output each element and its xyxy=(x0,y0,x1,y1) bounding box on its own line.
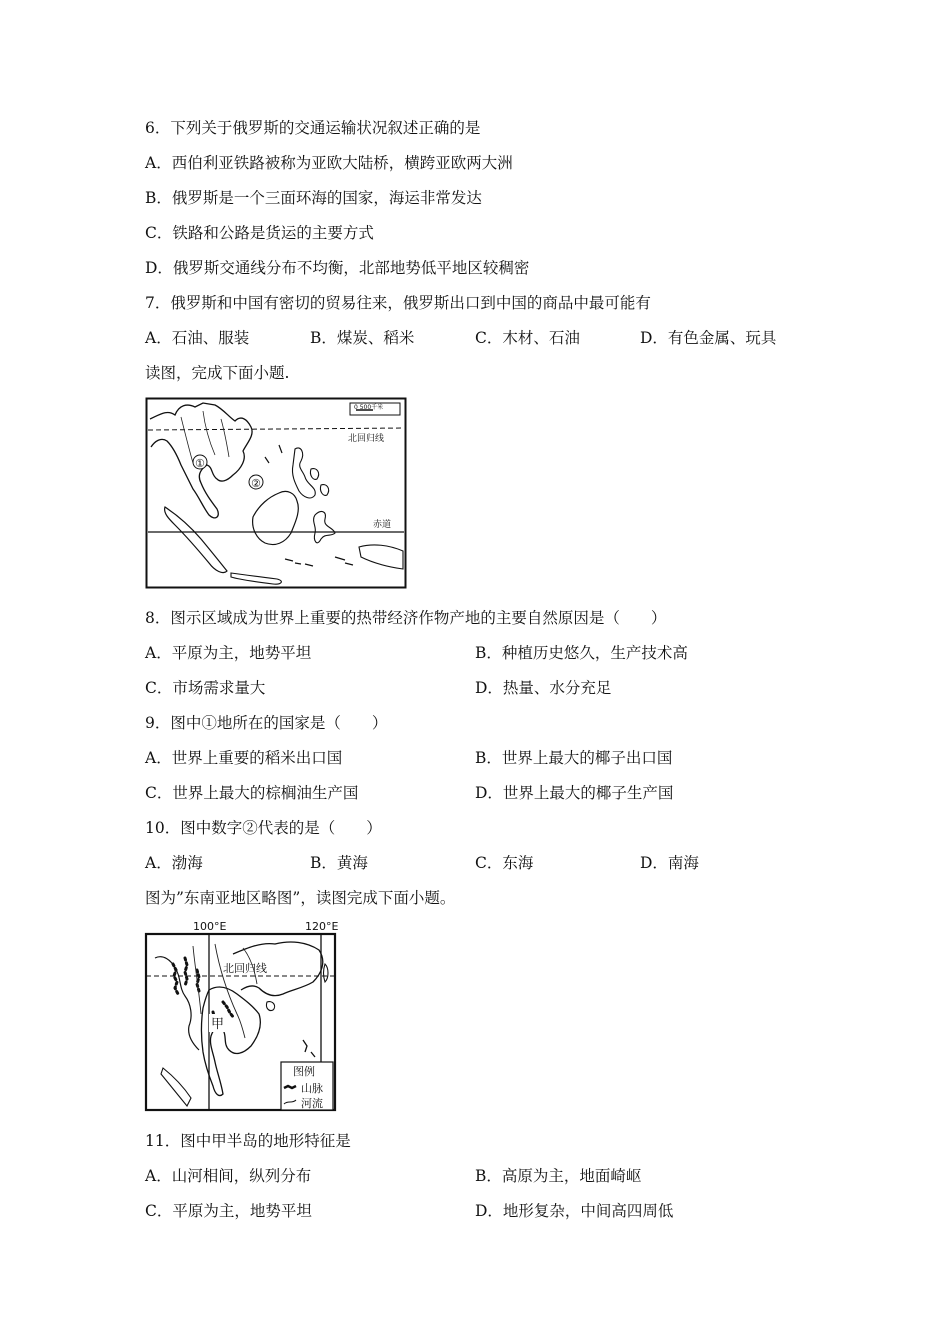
q10-option-c: C．东海 xyxy=(475,854,534,872)
map2-lon-100e: 100°E xyxy=(193,920,227,933)
q11-option-c: C．平原为主，地势平坦 xyxy=(145,1202,312,1220)
q6-option-a: A．西伯利亚铁路被称为亚欧大陆桥，横跨亚欧两大洲 xyxy=(145,154,513,172)
q9-option-c: C．世界上最大的棕榈油生产国 xyxy=(145,784,359,802)
q7-option-a: A．石油、服装 xyxy=(145,329,250,347)
map1-equator-label: 赤道 xyxy=(373,520,392,530)
q11-option-a: A．山河相间，纵列分布 xyxy=(145,1167,312,1185)
map1-tropic-label: 北回归线 xyxy=(348,434,385,444)
map2-lon-120e: 120°E xyxy=(305,920,339,933)
q9-option-b: B．世界上最大的椰子出口国 xyxy=(475,749,673,767)
map1-marker-1: ① xyxy=(195,457,205,470)
q10-option-b: B．黄海 xyxy=(310,854,368,872)
q8-stem: 8．图示区域成为世界上重要的热带经济作物产地的主要自然原因是（ ） xyxy=(145,609,667,627)
q8-option-a: A．平原为主，地势平坦 xyxy=(145,644,312,662)
q9-option-a: A．世界上重要的稻米出口国 xyxy=(145,749,343,767)
q6-option-c: C．铁路和公路是货运的主要方式 xyxy=(145,224,374,242)
q10-option-d: D．南海 xyxy=(640,854,699,872)
intro-read-map-2: 图为”东南亚地区略图”，读图完成下面小题。 xyxy=(145,889,456,907)
q9-option-d: D．世界上最大的椰子生产国 xyxy=(475,784,674,802)
southeast-asia-map-1 xyxy=(145,397,407,589)
q11-stem: 11．图中甲半岛的地形特征是 xyxy=(145,1132,351,1150)
q9-stem: 9．图中①地所在的国家是（ ） xyxy=(145,714,388,732)
q8-option-b: B．种植历史悠久，生产技术高 xyxy=(475,644,688,662)
map1-scale-label: 0 500千米 xyxy=(354,404,384,411)
map2-tropic-label: 北回归线 xyxy=(223,962,267,975)
map2-jia-label: 甲 xyxy=(211,1017,225,1032)
map2-legend-river: 河流 xyxy=(301,1097,323,1110)
q10-stem: 10．图中数字②代表的是（ ） xyxy=(145,819,382,837)
q8-option-d: D．热量、水分充足 xyxy=(475,679,612,697)
q10-option-a: A．渤海 xyxy=(145,854,203,872)
southeast-asia-map-2 xyxy=(143,918,343,1114)
q11-option-d: D．地形复杂，中间高四周低 xyxy=(475,1202,674,1220)
map2-legend-mountain-icon xyxy=(284,1086,296,1088)
q7-option-b: B．煤炭、稻米 xyxy=(310,329,415,347)
q6-option-d: D．俄罗斯交通线分布不均衡，北部地势低平地区较稠密 xyxy=(145,259,530,277)
q6-option-b: B．俄罗斯是一个三面环海的国家，海运非常发达 xyxy=(145,189,482,207)
q7-option-c: C．木材、石油 xyxy=(475,329,580,347)
q11-option-b: B．高原为主，地面崎岖 xyxy=(475,1167,642,1185)
q8-option-c: C．市场需求量大 xyxy=(145,679,266,697)
q7-stem: 7．俄罗斯和中国有密切的贸易往来，俄罗斯出口到中国的商品中最可能有 xyxy=(145,294,651,312)
q6-stem: 6．下列关于俄罗斯的交通运输状况叙述正确的是 xyxy=(145,119,481,137)
map2-legend-title: 图例 xyxy=(293,1065,315,1078)
map1-marker-2: ② xyxy=(251,477,261,490)
q7-option-d: D．有色金属、玩具 xyxy=(640,329,777,347)
intro-read-map-1: 读图，完成下面小题. xyxy=(145,364,290,382)
map2-legend-mountain: 山脉 xyxy=(301,1082,323,1095)
